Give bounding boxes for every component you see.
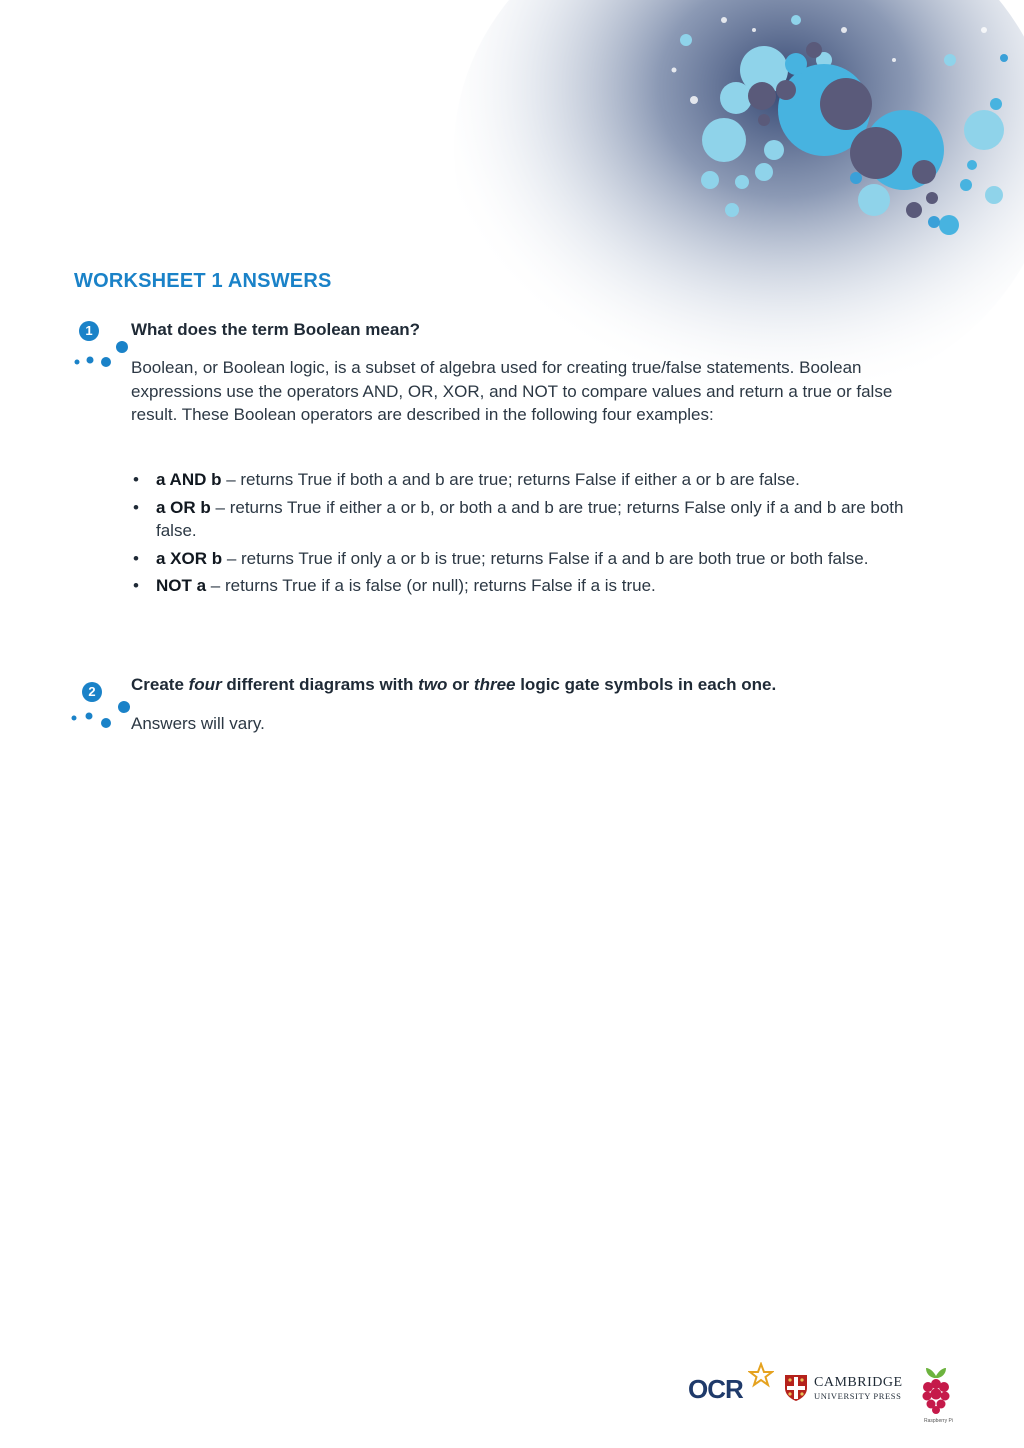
worksheet-title: WORKSHEET 1 ANSWERS <box>74 270 332 292</box>
list-item: • a OR b – returns True if either a or b, or both a and b are true; returns False only if a and b are both false. <box>133 497 904 540</box>
star-icon <box>748 1362 774 1388</box>
publisher-logos <box>688 1362 958 1426</box>
operator-term: a XOR b <box>156 548 223 568</box>
question-number-badge: 1 <box>79 321 99 341</box>
cambridge-shield-icon <box>784 1374 808 1402</box>
operator-term: a OR b <box>156 497 211 517</box>
decorative-dots-icon <box>68 699 132 733</box>
operator-term: NOT a <box>156 576 207 595</box>
raspberry-pi-icon <box>916 1364 956 1416</box>
question-1-answer: Boolean, or Boolean logic, is a subset of algebra used for creating true/false statements. Boolean expressions use the operators AND, OR, XOR, and NOT to compare values and return a true or false result. These Boolean operators are described in the following four examples: <box>131 358 893 424</box>
decorative-dots-icon <box>70 338 134 372</box>
question-2-answer: Answers will vary. <box>131 714 265 733</box>
list-item: • a XOR b – returns True if only a or b is true; returns False if a and b are both true or both false. <box>133 548 869 568</box>
cambridge-logo-line2: UNIVERSITY PRESS <box>814 1391 902 1401</box>
boolean-operators-list <box>131 468 941 602</box>
list-item: • NOT a – returns True if a is false (or null); returns False if a is true. <box>133 576 656 595</box>
ocr-logo: OCR <box>688 1374 743 1404</box>
operator-term: a AND b <box>156 470 222 489</box>
question-1-prompt: What does the term Boolean mean? <box>131 320 421 339</box>
operator-description: – returns True if only a or b is true; returns False if a and b are both true or both false. <box>222 548 869 568</box>
operator-description: – returns True if both a and b are true; returns False if either a or b are false. <box>221 470 800 489</box>
operator-description: – returns True if either a or b, or both a and b are true; returns False only if a and b are both false. <box>156 497 904 540</box>
cambridge-logo-line1: CAMBRIDGE <box>814 1375 903 1390</box>
question-2-prompt: Create four different diagrams with two or three logic gate symbols in each one. <box>131 675 777 694</box>
question-number-badge: 2 <box>82 682 102 702</box>
raspberry-pi-label: Raspberry Pi <box>924 1418 953 1424</box>
list-item: • a AND b – returns True if both a and b are true; returns False if either a or b are false. <box>133 470 800 489</box>
operator-description: – returns True if a is false (or null); returns False if a is true. <box>206 576 656 595</box>
